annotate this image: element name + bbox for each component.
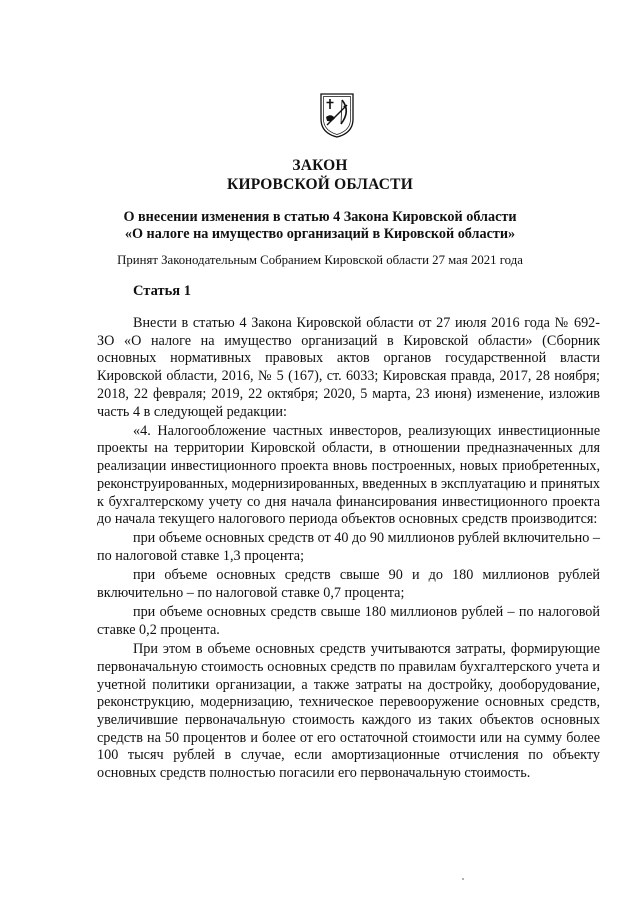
scan-speck [462, 878, 464, 880]
paragraph: при объеме основных средств свыше 90 и до 180 миллионов рублей включительно – по налоговой ставке 0,7 процента; [97, 567, 600, 602]
law-region: КИРОВСКОЙ ОБЛАСТИ [227, 176, 413, 193]
law-title: ЗАКОН [292, 157, 348, 174]
article-body [97, 315, 600, 783]
article-heading: Статья 1 [133, 283, 191, 299]
paragraph: При этом в объеме основных средств учитываются затраты, формирующие первоначальную стоимость основных средств по правилам бухгалтерского учета и учетной политики организации, а также затраты на достройку, дооборудование, реконструкцию, модернизацию, техническое перевооружение основных средств, увеличившие первоначальную стоимость каждого из таких объектов основных средств на 50 процентов и более от его остаточной стоимости или на сумму более 100 тысяч рублей в случае, если амортизационные отчисления по объекту основных средств полностью погасили его первоначальную стоимость. [97, 641, 600, 782]
paragraph: при объеме основных средств свыше 180 миллионов рублей – по налоговой ставке 0,2 процента. [97, 604, 600, 638]
law-subject-line-1: О внесении изменения в статью 4 Закона Кировской области [123, 209, 517, 225]
adoption-note: Принят Законодательным Собранием Кировской области 27 мая 2021 года [117, 253, 523, 267]
paragraph: при объеме основных средств от 40 до 90 миллионов рублей включительно – по налоговой ставке 1,3 процента; [97, 530, 600, 565]
coat-of-arms-icon [318, 91, 356, 139]
paragraph: Внести в статью 4 Закона Кировской области от 27 июля 2016 года № 692-ЗО «О налоге на имущество организаций в Кировской области» (Сборник основных нормативных правовых актов органов государственной власти Кировской области, 2016, № 5 (167), ст. 6033; Кировская правда, 2017, 28 ноября; 2018, 22 февраля; 2019, 22 октября; 2020, 5 марта, 23 июня) изменение, изложив часть 4 в следующей редакции: [97, 315, 600, 420]
paragraph: «4. Налогообложение частных инвесторов, реализующих инвестиционные проекты на территории Кировской области, в отношении предназначенных для реализации инвестиционного проекта вновь построенных, новых приобретенных, реконструированных, модернизированных, введенных в эксплуатацию и принятых к бухгалтерскому учету со дня начала финансирования инвестиционного проекта до начала текущего налогового периода объектов основных средств производится: [97, 422, 600, 528]
law-subject-line-2: «О налоге на имущество организаций в Кировской области» [124, 226, 516, 242]
